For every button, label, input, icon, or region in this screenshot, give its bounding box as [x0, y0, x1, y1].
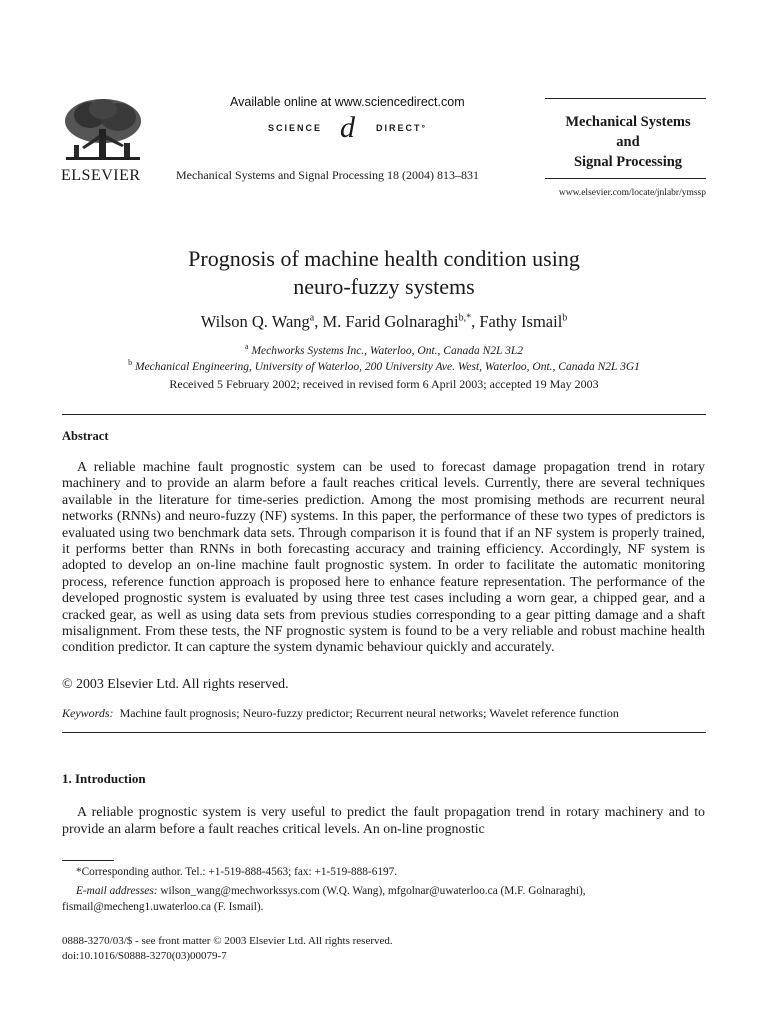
issn-line: 0888-3270/03/$ - see front matter © 2003 Elsevier Ltd. All rights reserved.	[62, 935, 393, 947]
author-separator: ,	[314, 312, 323, 331]
keywords-label: Keywords:	[62, 706, 114, 720]
author-separator: ,	[471, 312, 480, 331]
abstract-paragraph: A reliable machine fault prognostic system can be used to forecast damage propagation trend in rotary machinery and to provide an alarm before a fault reaches critical levels. Currently, there are several techniques available in the literature for time-series prediction. Among the most promising methods are recurrent neural networks (RNNs) and neuro-fuzzy (NF) systems. In this paper, the performance of these two types of predictors is evaluated using two benchmark data sets. Through comparison it is found that if an NF system is properly trained, it performs better than RNNs in both forecasting accuracy and training efficiency. Accordingly, NF system is adopted to develop an on-line machine fault prognostic system. In order to facilitate the automatic monitoring process, reference function approach is proposed here to enhance feature representation. The performance of the developed prognostic system is evaluated by using three test cases including a worn gear, a chipped gear, and a cracked gear, as well as using data sets from previous studies corresponding to a gear pitting damage and a shaft misalignment. From these tests, the NF prognostic system is found to be a very reliable and robust machine health condition predictor. It can capture the system dynamic behaviour quickly and accurately.	[62, 460, 705, 656]
author-list	[60, 312, 708, 332]
introduction-paragraph: A reliable prognostic system is very useful to predict the fault propagation trend in rotary machinery and to provide an alarm before a fault reaches critical levels. An on-line prognostic	[62, 805, 705, 837]
keywords	[62, 706, 706, 721]
journal-title-line: Signal Processing	[573, 154, 683, 170]
author-affiliation-mark: a	[309, 312, 315, 324]
corresponding-author-footnote: *Corresponding author. Tel.: +1-519-888-4563; fax: +1-519-888-6197.	[76, 866, 398, 878]
sciencedirect-mark: d	[340, 111, 355, 144]
article-title-line: neuro-fuzzy systems	[293, 274, 475, 299]
footnote-rule	[62, 860, 114, 861]
journal-reference: Mechanical Systems and Signal Processing 18 (2004) 813–831	[176, 168, 479, 182]
email-addresses[interactable]: wilson_wang@mechworkssys.com (W.Q. Wang), mfgolnar@uwaterloo.ca (M.F. Golnaraghi), fismail@mecheng1.uwaterloo.ca (F. Ismail).	[62, 885, 586, 913]
affiliation-text: Mechanical Engineering, University of Waterloo, 200 University Ave. West, Waterloo, Ont., Canada N2L 3G1	[134, 360, 640, 373]
abstract-copyright: © 2003 Elsevier Ltd. All rights reserved.	[62, 677, 289, 692]
publisher-wordmark: ELSEVIER	[61, 167, 141, 184]
journal-title-line: and	[616, 134, 640, 150]
abstract-body	[62, 460, 705, 657]
author-name: Wilson Q. Wang	[200, 312, 310, 331]
journal-title	[552, 112, 704, 172]
introduction-body	[62, 804, 705, 838]
journal-title-line: Mechanical Systems	[565, 114, 691, 130]
journal-title-rule-top	[545, 98, 706, 99]
divider	[62, 732, 706, 733]
affiliation-text: Mechworks Systems Inc., Waterloo, Ont., Canada N2L 3L2	[251, 344, 523, 357]
abstract-heading: Abstract	[62, 429, 109, 443]
sciencedirect-right-word: DIRECT°	[376, 123, 428, 133]
author-name: M. Farid Golnaraghi	[322, 312, 459, 331]
affiliation-b	[60, 358, 708, 373]
journal-title-rule-bottom	[545, 178, 706, 179]
affiliation-mark: a	[245, 342, 249, 351]
affiliation-a	[60, 342, 708, 357]
journal-url[interactable]: www.elsevier.com/locate/jnlabr/ymssp	[558, 188, 706, 198]
available-online-text: Available online at www.sciencedirect.com	[230, 95, 465, 109]
email-label: E-mail addresses:	[76, 885, 158, 897]
doi-line[interactable]: doi:10.1016/S0888-3270(03)00079-7	[62, 950, 227, 962]
received-dates: Received 5 February 2002; received in revised form 6 April 2003; accepted 19 May 2003	[169, 377, 599, 391]
sciencedirect-logo	[264, 111, 464, 147]
author-name: Fathy Ismail	[479, 312, 563, 331]
elsevier-tree-logo	[60, 95, 146, 167]
article-title-line: Prognosis of machine health condition using	[188, 246, 580, 271]
divider	[62, 414, 706, 415]
keywords-text: Machine fault prognosis; Neuro-fuzzy predictor; Recurrent neural networks; Wavelet reference function	[119, 706, 619, 720]
author-affiliation-mark: b,*	[458, 312, 472, 324]
email-footnote	[62, 883, 705, 915]
affiliation-mark: b	[128, 358, 133, 367]
article-title	[60, 245, 708, 301]
section-heading: 1. Introduction	[62, 771, 146, 786]
sciencedirect-left-word: SCIENCE	[268, 123, 323, 133]
author-affiliation-mark: b	[562, 312, 568, 324]
